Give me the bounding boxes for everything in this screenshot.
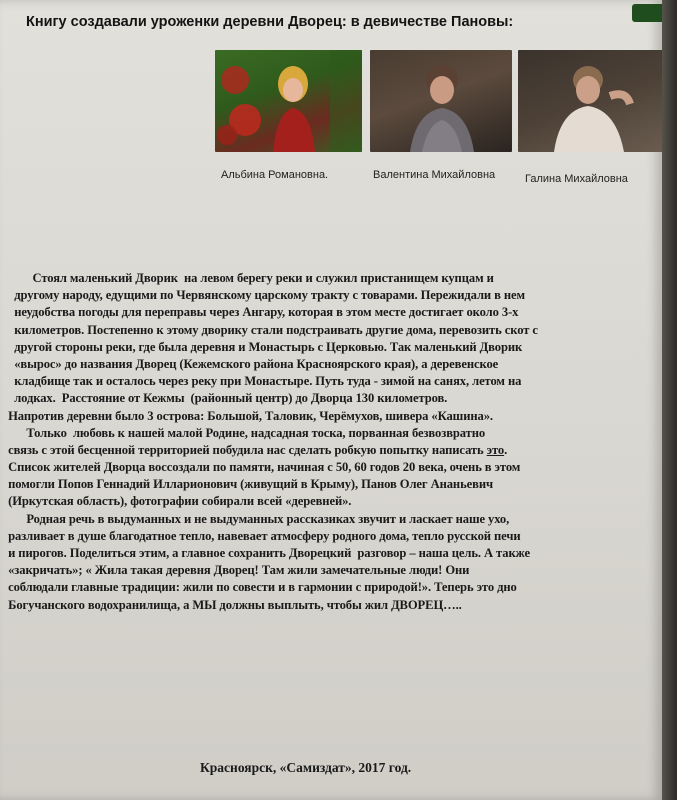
text-line: другому народу, едущими по Червянскому царскому тракту с товарами. Пережидали в нем bbox=[2, 288, 525, 303]
text-line: разливает в душе благодатное тепло, навевает атмосферу родного дома, тепло русской печи bbox=[2, 528, 521, 543]
text-line-part: связь с этой бесценной территорией побудила нас сделать робкую попытку написать bbox=[2, 442, 487, 457]
text-line: неудобства погоды для переправы через Ангару, которая в этом месте достигает около 3-х bbox=[2, 305, 519, 320]
text-line: связь с этой бесценной территорией побудила нас сделать робкую попытку написать это. bbox=[2, 442, 508, 457]
text-line: кладбище так и осталось через реку при Монастыре. Путь туда - зимой на санях, летом на bbox=[2, 374, 522, 389]
photo-galina bbox=[518, 50, 663, 152]
text-line: Родная речь в выдуманных и не выдуманных рассказиках звучит и ласкает наше ухо, bbox=[2, 511, 510, 526]
photo-albina bbox=[215, 50, 362, 152]
text-line: Стоял маленький Дворик на левом берегу реки и служил пристанищем купцам и bbox=[2, 271, 494, 285]
text-line: «вырос» до названия Дворец (Кежемского района Красноярского края), а деревенское bbox=[2, 356, 499, 371]
text-line: соблюдали главные традиции: жили по совести и в гармонии с природой!». Теперь это дно bbox=[2, 580, 517, 595]
page-edge-shadow bbox=[662, 0, 677, 800]
text-line: Богучанского водохранилища, а МЫ должны выплыть, чтобы жил ДВОРЕЦ….. bbox=[2, 597, 462, 612]
text-line: Напротив деревни было 3 острова: Большой, Таловик, Черёмухов, шивера «Кашина». bbox=[2, 408, 493, 423]
photo-caption: Альбина Романовна. bbox=[221, 169, 329, 181]
photo-caption: Галина Михайловна bbox=[525, 173, 628, 185]
text-line: Список жителей Дворца воссоздали по памяти, начиная с 50, 60 годов 20 века, очень в этом bbox=[2, 460, 521, 475]
photo-caption: Валентина Михайловна bbox=[373, 169, 496, 181]
text-line: (Иркутская область), фотографии собирали всей «деревней». bbox=[2, 494, 352, 509]
text-line: помогли Попов Геннадий Илларионович (живущий в Крыму), Панов Олег Ананьевич bbox=[2, 477, 494, 492]
imprint-footer: Красноярск, «Самиздат», 2017 год. bbox=[200, 760, 412, 775]
text-line: Только любовь к нашей малой Родине, надсадная тоска, порванная безвозвратно bbox=[2, 425, 486, 440]
text-line: и пирогов. Поделиться этим, а главное сохранить Дворецкий разговор – наша цель. А также bbox=[2, 546, 530, 560]
text-line: другой стороны реки, где была деревня и Монастырь с Церковью. Так маленький Дворик bbox=[2, 339, 523, 354]
text-line: километров. Постепенно к этому дворику стали подстраивать другие дома, перевозить скот с bbox=[2, 322, 538, 337]
underlined-word: это bbox=[486, 442, 505, 457]
page-title: Книгу создавали уроженки деревни Дворец: в девичестве Пановы: bbox=[26, 14, 514, 30]
photo-valentina bbox=[370, 50, 512, 152]
body-text bbox=[2, 270, 662, 614]
text-line: «закричать»; « Жила такая деревня Дворец! Там жили замечательные люди! Они bbox=[2, 563, 470, 578]
text-line: лодках. Расстояние от Кежмы (районный центр) до Дворца 130 километров. bbox=[2, 391, 448, 406]
